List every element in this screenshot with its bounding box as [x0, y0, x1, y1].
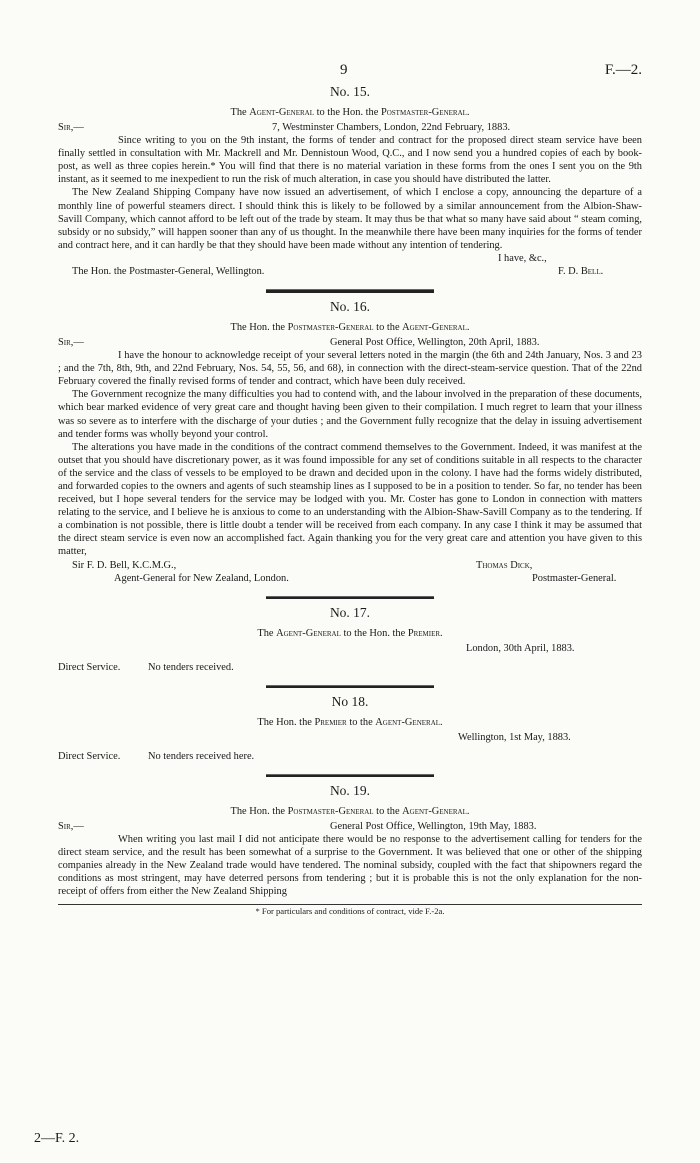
footnote: * For particulars and conditions of contract, vide F.-2a. — [255, 906, 445, 917]
addressee-row — [58, 265, 642, 278]
letter-18 — [58, 694, 642, 763]
closing-row — [58, 252, 642, 265]
salutation: Sir,— — [58, 337, 84, 349]
salutation-row — [58, 121, 642, 134]
dateline: General Post Office, Wellington, 20th April, 1883. — [330, 337, 540, 349]
section-divider — [266, 596, 434, 599]
addressee: The Hon. the Postmaster-General, Wellington. — [72, 265, 265, 277]
page-signature: 2—F. 2. — [34, 1131, 80, 1146]
salutation-row — [58, 336, 642, 349]
letter-number: No. 16. — [329, 298, 371, 314]
addressee-row — [58, 572, 642, 585]
salutation: Sir,— — [58, 122, 84, 134]
signer-title: Postmaster-General. — [532, 572, 617, 584]
margin-note: Direct Service. — [58, 750, 121, 762]
document-reference: F.—2. — [604, 62, 642, 78]
letter-16 — [58, 299, 642, 585]
closing-row — [58, 559, 642, 572]
salutation: Sir,— — [58, 820, 84, 832]
dateline-row — [58, 642, 642, 655]
salutation-row — [58, 820, 642, 833]
letter-body: No tenders received. — [148, 661, 234, 673]
letter-number: No 18. — [331, 693, 369, 709]
section-divider — [266, 685, 434, 688]
letter-body: No tenders received here. — [148, 750, 255, 762]
letter-15 — [58, 84, 642, 278]
letter-heading: The Hon. the Postmaster-General to the Agent-General. — [230, 805, 470, 817]
dateline: London, 30th April, 1883. — [466, 642, 575, 654]
letter-heading: The Hon. the Premier to the Agent-General. — [257, 716, 443, 728]
paragraph: Since writing to you on the 9th instant, the forms of tender and contract for the proposed direct steam service have been finally settled in consultation with Mr. Mackrell and Mr. Dennistoun Wood, Q.C., and I now send you a hundred copies of each by book-post, as well as three copies herein.* You will find that there is no material variation in these forms from the ones I sent you on the 9th instant, as it seemed to me inexpedient to run the risk of much alteration, in case you should have distributed the latter. — [58, 135, 642, 186]
letter-17 — [58, 605, 642, 674]
document-page — [58, 58, 642, 917]
dateline: 7, Westminster Chambers, London, 22nd February, 1883. — [272, 122, 511, 134]
letter-heading: The Agent-General to the Hon. the Postmaster-General. — [230, 107, 470, 118]
letter-number: No. 15. — [329, 84, 371, 99]
paragraph: When writing you last mail I did not anticipate there would be no response to the advertisement calling for tenders for the direct steam service, and the result has been somewhat of a surprise to the Government. It was believed that one or other of the shipping companies already in the New Zealand trade would have tendered. The nominal subsidy, coupled with the fact that shipowners regard the conditions as most stringent, may have deterred persons from tendering ; but it is probable this is not the only explanation for the non-receipt of offers from either the New Zealand Shipping — [58, 833, 642, 898]
signer: Thomas Dick, — [476, 559, 533, 571]
dateline: General Post Office, Wellington, 19th May, 1883. — [330, 820, 537, 832]
dateline: Wellington, 1st May, 1883. — [458, 731, 571, 743]
signer: F. D. Bell. — [558, 265, 604, 277]
dateline-row — [58, 731, 642, 744]
brief-row — [58, 750, 642, 763]
addressee: Sir F. D. Bell, K.C.M.G., — [72, 559, 177, 571]
letter-heading: The Agent-General to the Hon. the Premier. — [257, 627, 443, 639]
margin-note: Direct Service. — [58, 661, 121, 673]
page-number: 9 — [340, 62, 348, 78]
paragraph: The New Zealand Shipping Company have now issued an advertisement, of which I enclose a copy, announcing the departure of a monthly line of powerful steamers direct. I should think this is likely to be followed by a similar announcement from the Albion-Shaw-Savill Company, which cannot afford to be left out of the trade by steam. It may thus be that what so many have said about “ steam coming, subsidy or no subsidy,” will happen sooner than any of us thought. In the meanwhile there have been many inquiries for the forms of tender and contract here, and it can hardly be that they should have been made without any intention of tendering. — [58, 187, 642, 251]
closing: I have, &c., — [498, 252, 547, 264]
section-divider — [266, 774, 434, 777]
footnote-rule — [58, 904, 642, 905]
paragraph: I have the honour to acknowledge receipt of your several letters noted in the margin (the 6th and 24th January, Nos. 3 and 23 ; and the 7th, 8th, 9th, and 22nd February, Nos. 54, 55, 56, and 68), in connection with the direct-steam-service question. That of the 22nd February covered the finally revised forms of tender and contract, which have been duly received. — [58, 350, 642, 388]
page-header — [58, 58, 642, 78]
letter-19 — [58, 783, 642, 899]
paragraph: The alterations you have made in the conditions of the contract commend themselves to the Government. Indeed, it was manifest at the outset that you should have discretionary power, as it was found impossible for any set of conditions suitable in all respects to the character of the service and the class of vessels to be employed to be drawn and decided upon in the colony. I have had the forms widely distributed, and forwarded copies to the owners and agents of such steamship lines as I supposed to be in a position to tender. So far, no tender has been received, but I hope several tenders for the service may be lodged with you. Mr. Coster has gone to London in connection with matters relating to the service, and I believe he is anxious to come to an understanding with the Albion-Shaw-Savill Company as to the tendering. If a combination is not possible, there is little doubt a tender will be received from each company. In any case I think it may be assumed that the direct steam service is even now an accomplished fact. Again thanking you for the very great care and attention you have given to this matter, — [58, 441, 642, 558]
section-divider — [266, 289, 434, 293]
letter-heading: The Hon. the Postmaster-General to the Agent-General. — [230, 321, 470, 333]
letter-number: No. 17. — [329, 604, 371, 620]
brief-row — [58, 661, 642, 674]
letter-number: No. 19. — [329, 782, 371, 798]
addressee-line-2: Agent-General for New Zealand, London. — [114, 572, 289, 584]
paragraph: The Government recognize the many difficulties you had to contend with, and the labour involved in the preparation of these documents, which bear marked evidence of very great care and thought having been given to their compilation. I much regret to learn that your illness was so severe as to interfere with the discharge of your duties ; and the Government fully recognize that the delay in issuing advertisement and tender forms was wholly beyond your control. — [58, 389, 642, 440]
